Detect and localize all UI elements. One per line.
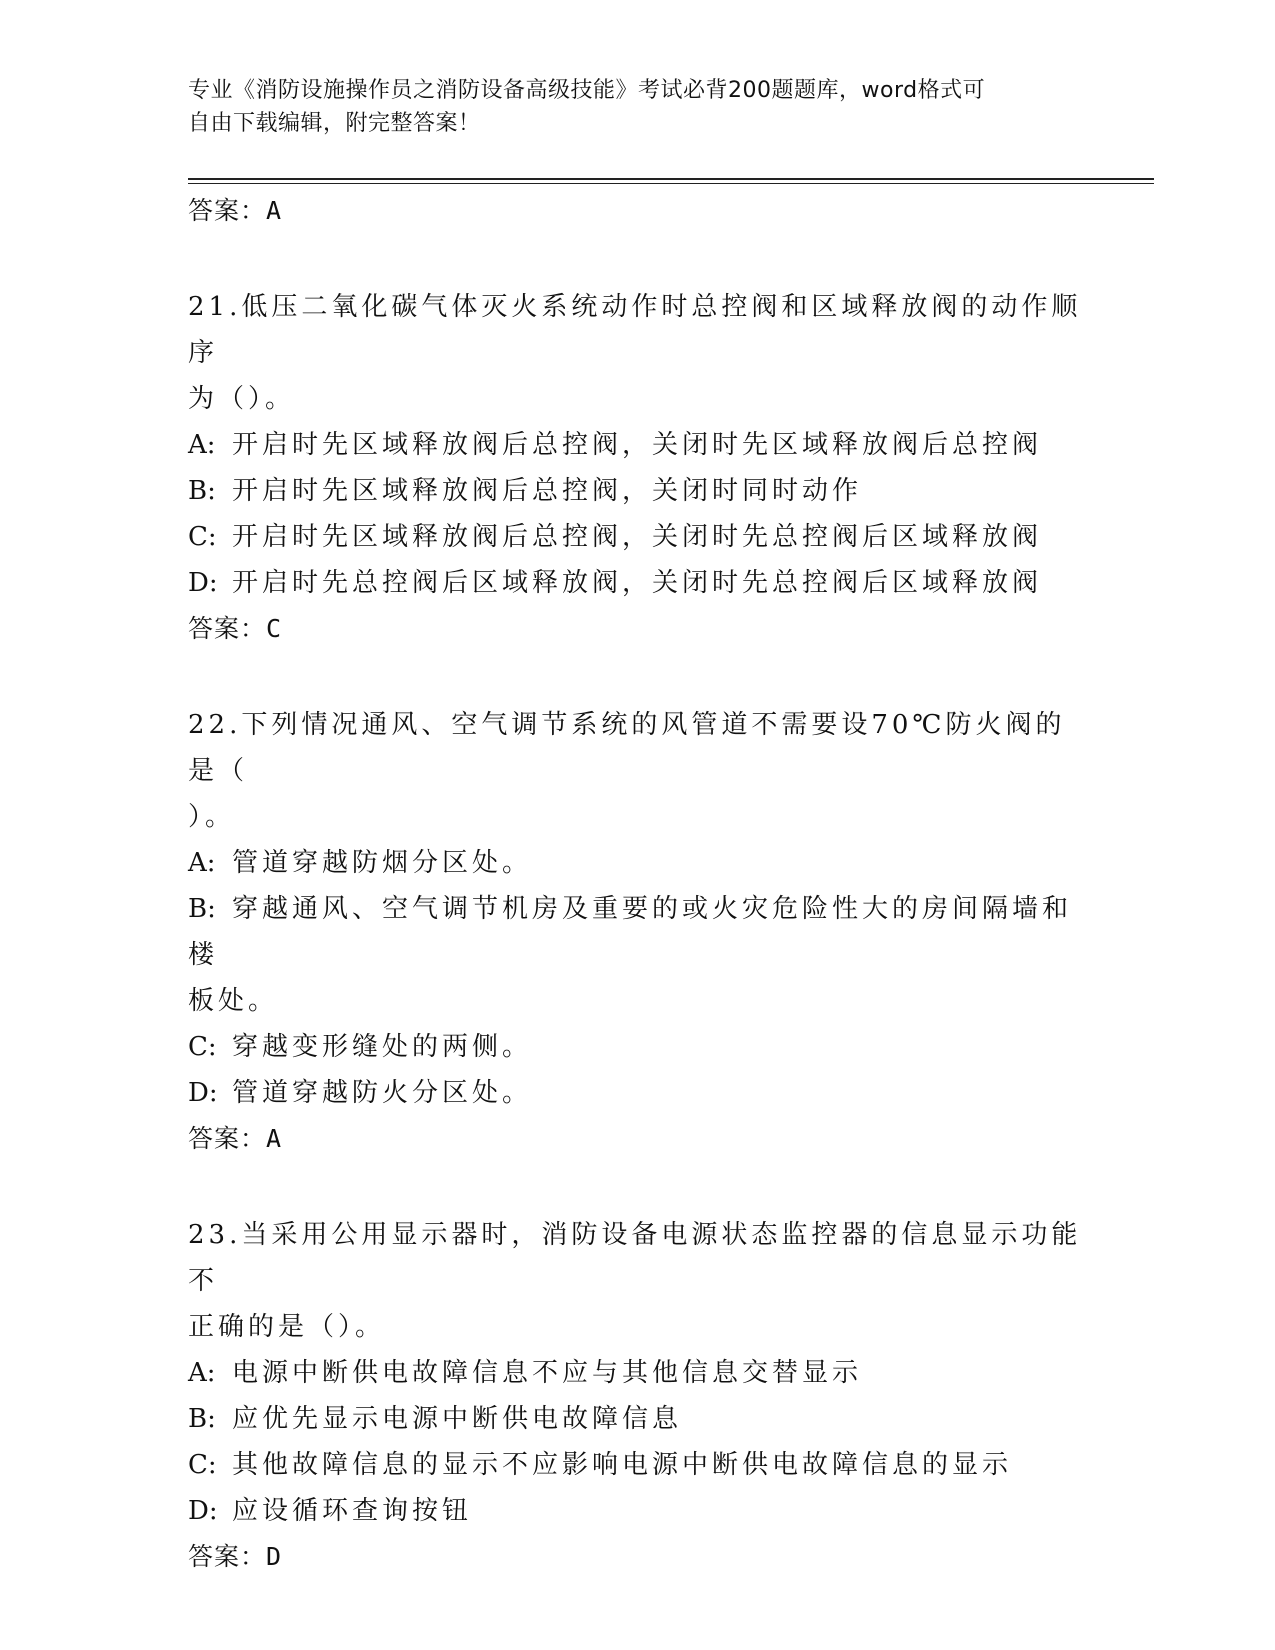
option-text: 管道穿越防火分区处。 bbox=[232, 1078, 533, 1108]
option-key: D: bbox=[188, 568, 218, 598]
question-text-line: ）。 bbox=[188, 802, 236, 832]
question-list bbox=[188, 188, 1088, 1630]
option-a bbox=[188, 840, 1088, 886]
option-key: B: bbox=[188, 894, 216, 924]
option-key: C: bbox=[188, 1450, 217, 1480]
option-text: 开启时先总控阀后区域释放阀，关闭时先总控阀后区域释放阀 bbox=[232, 568, 1043, 598]
option-a bbox=[188, 1350, 1088, 1396]
option-b bbox=[188, 468, 1088, 514]
option-c bbox=[188, 514, 1088, 560]
option-b bbox=[188, 1396, 1088, 1442]
question-text-line: 为（）。 bbox=[188, 384, 296, 414]
option-key: C: bbox=[188, 522, 217, 552]
option-text: 管道穿越防烟分区处。 bbox=[232, 848, 533, 878]
question-text-line: 22.下列情况通风、空气调节系统的风管道不需要设70℃防火阀的是（ bbox=[188, 710, 1066, 786]
option-key: B: bbox=[188, 1404, 216, 1434]
option-d bbox=[188, 1070, 1088, 1116]
option-text: 其他故障信息的显示不应影响电源中断供电故障信息的显示 bbox=[232, 1450, 1013, 1480]
option-c bbox=[188, 1024, 1088, 1070]
header-line-2: 自由下载编辑，附完整答案！ bbox=[188, 111, 481, 136]
option-text: 开启时先区域释放阀后总控阀，关闭时同时动作 bbox=[232, 476, 863, 506]
option-text: 穿越变形缝处的两侧。 bbox=[232, 1032, 533, 1062]
option-key: D: bbox=[188, 1496, 218, 1526]
option-text: 开启时先区域释放阀后总控阀，关闭时先总控阀后区域释放阀 bbox=[232, 522, 1043, 552]
question-text bbox=[188, 702, 1088, 840]
answer: 答案：D bbox=[188, 1542, 283, 1571]
answer: 答案：A bbox=[188, 1124, 283, 1153]
option-b-continuation: 板处。 bbox=[188, 986, 279, 1016]
option-key: A: bbox=[188, 430, 216, 460]
option-b bbox=[188, 886, 1088, 978]
option-text: 应优先显示电源中断供电故障信息 bbox=[232, 1404, 683, 1434]
header-line-1: 专业《消防设施操作员之消防设备高级技能》考试必背200题题库，word格式可 bbox=[188, 78, 986, 103]
question-text-line: 23.当采用公用显示器时，消防设备电源状态监控器的信息显示功能不 bbox=[188, 1220, 1082, 1296]
option-d bbox=[188, 1488, 1088, 1534]
option-text: 开启时先区域释放阀后总控阀，关闭时先区域释放阀后总控阀 bbox=[232, 430, 1043, 460]
option-text: 穿越通风、空气调节机房及重要的或火灾危险性大的房间隔墙和楼 bbox=[188, 894, 1073, 970]
option-c bbox=[188, 1442, 1088, 1488]
header-rule-thick bbox=[188, 178, 1154, 180]
question-text bbox=[188, 284, 1088, 422]
question-22 bbox=[188, 702, 1088, 1162]
question-text-line: 正确的是（）。 bbox=[188, 1312, 386, 1342]
answer: 答案：C bbox=[188, 614, 283, 643]
option-key: D: bbox=[188, 1078, 218, 1108]
question-21 bbox=[188, 284, 1088, 652]
option-key: A: bbox=[188, 848, 216, 878]
previous-answer: 答案：A bbox=[188, 196, 283, 225]
option-key: B: bbox=[188, 476, 216, 506]
option-text: 电源中断供电故障信息不应与其他信息交替显示 bbox=[232, 1358, 863, 1388]
document-header bbox=[188, 74, 1088, 140]
question-text-line: 21.低压二氧化碳气体灭火系统动作时总控阀和区域释放阀的动作顺序 bbox=[188, 292, 1082, 368]
option-text: 应设循环查询按钮 bbox=[232, 1496, 473, 1526]
question-text bbox=[188, 1212, 1088, 1350]
header-rule-thin bbox=[188, 183, 1154, 184]
option-key: A: bbox=[188, 1358, 216, 1388]
option-a bbox=[188, 422, 1088, 468]
option-d bbox=[188, 560, 1088, 606]
option-key: C: bbox=[188, 1032, 217, 1062]
question-23 bbox=[188, 1212, 1088, 1580]
